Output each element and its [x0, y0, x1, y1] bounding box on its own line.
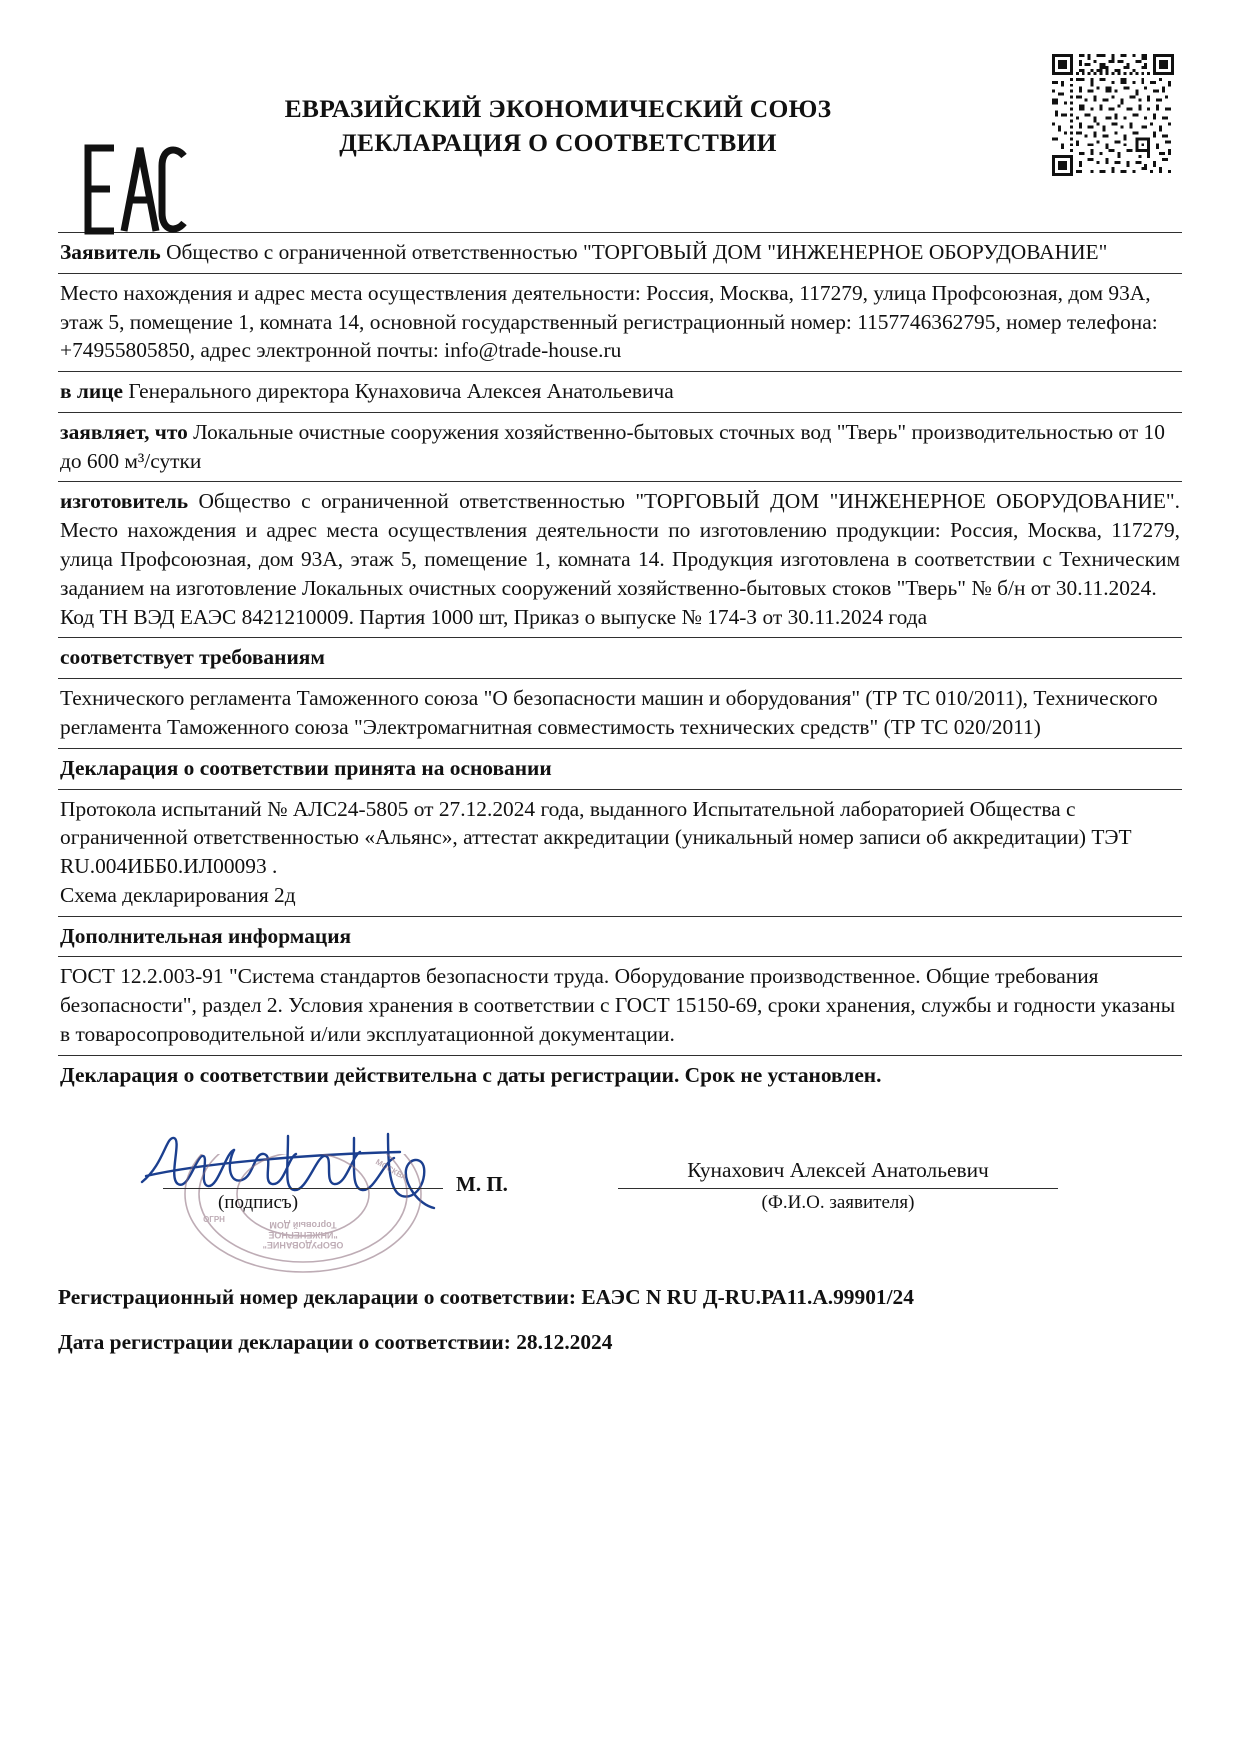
signature-caption: (подписъ) [218, 1191, 299, 1213]
svg-text:ОГРН: ОГРН [203, 1214, 225, 1224]
stamp-place-label: М. П. [456, 1171, 508, 1196]
section-conformity-label [58, 637, 1182, 678]
section-additional-label [58, 916, 1182, 957]
represented-label: в лице [60, 379, 124, 404]
signatory-rule [618, 1188, 1058, 1189]
basis-value: Протокола испытаний № АЛС24-5805 от 27.12.2024 года, выданного Испытательной лабораторией Общества с ограниченной ответственностью «Альянс», аттестат аккредитации (уникальный номер записи об аккредитации) ТЭТ RU.004ИББ0.ИЛ00093 . [60, 796, 1132, 879]
applicant-label: Заявитель [60, 240, 161, 264]
qr-code-icon [1052, 54, 1174, 176]
registration-number-label: Регистрационный номер декларации о соответствии: [58, 1284, 577, 1309]
manufacturer-label: изготовитель [60, 489, 189, 514]
additional-label: Дополнительная информация [60, 923, 352, 948]
section-applicant [58, 232, 1182, 273]
declares-label: заявляет, что [60, 419, 188, 444]
section-basis-value [58, 789, 1182, 916]
signatory-caption: (Ф.И.О. заявителя) [761, 1191, 915, 1213]
manufacturer-value: Общество с ограниченной ответственностью "ТОРГОВЫЙ ДОМ "ИНЖЕНЕРНОЕ ОБОРУДОВАНИЕ". Место нахождения и адрес места осуществления деятельности по изготовлению продукции: Россия, Москва, 117279, улица Профсоюзная, дом 93А, этаж 5, помещение 1, комната 14. Продукция изготовлена в соответствии с Техническим заданием на изготовление Локальных очистных сооружений хозяйственно-бытовых стоков "Тверь" № б/н от 30.11.2024. [60, 489, 1180, 600]
page-title [178, 92, 938, 160]
svg-text:МОСКВА: МОСКВА [373, 1156, 409, 1182]
basis-scheme: Схема декларирования 2д [60, 882, 296, 907]
registration-number-value: ЕАЭС N RU Д-RU.РА11.А.99901/24 [581, 1284, 914, 1309]
svg-text:"ИНЖЕНЕРНОЕ: "ИНЖЕНЕРНОЕ [268, 1229, 338, 1240]
declares-value: Локальные очистные сооружения хозяйственно-бытовых сточных вод "Тверь" производительностью от 10 до 600 м³/сутки [60, 419, 1165, 473]
registration-number-row [58, 1284, 1182, 1312]
title-line-1: ЕВРАЗИЙСКИЙ ЭКОНОМИЧЕСКИЙ СОЮЗ [284, 94, 832, 123]
section-basis-label [58, 748, 1182, 789]
manufacturer-tn-ved: Код ТН ВЭД ЕАЭС 8421210009. Партия 1000 шт, Приказ о выпуске № 174-З от 30.11.2024 года [60, 604, 928, 629]
section-applicant-address [58, 273, 1182, 371]
signature-area [58, 1096, 1182, 1274]
section-manufacturer [58, 481, 1182, 637]
registration-date-value: 28.12.2024 [516, 1330, 613, 1355]
applicant-address: Место нахождения и адрес места осуществления деятельности: Россия, Москва, 117279, улица Профсоюзная, дом 93А, этаж 5, помещение 1, комната 14, основной государственный регистрационный номер: 1157746362795, номер телефона: +74955805850, адрес электронной почты: info@trade-house.ru [60, 280, 1158, 363]
applicant-value: Общество с ограниченной ответственностью "ТОРГОВЫЙ ДОМ "ИНЖЕНЕРНОЕ ОБОРУДОВАНИЕ" [160, 240, 1108, 264]
title-line-2: ДЕКЛАРАЦИЯ О СООТВЕТСТВИИ [339, 127, 777, 157]
svg-text:ОБОРУДОВАНИЕ": ОБОРУДОВАНИЕ" [262, 1239, 344, 1250]
represented-value: Генерального директора Кунаховича Алексея Анатольевича [123, 379, 674, 404]
document-header [58, 42, 1182, 232]
section-represented-by [58, 371, 1182, 412]
section-declares [58, 412, 1182, 482]
basis-label: Декларация о соответствии принята на основании [60, 755, 552, 780]
section-conformity-value [58, 678, 1182, 748]
eac-mark-icon [80, 142, 190, 237]
company-stamp-icon [178, 1154, 428, 1279]
registration-date-label: Дата регистрации декларации о соответствии: [58, 1330, 511, 1355]
signatory-name: Кунахович Алексей Анатольевич [687, 1157, 989, 1182]
registration-block [58, 1284, 1182, 1358]
conformity-label: соответствует требованиям [60, 645, 325, 670]
conformity-value: Технического регламента Таможенного союза "О безопасности машин и оборудования" (ТР ТС 010/2011), Технического регламента Таможенного союза "Электромагнитная совместимость технических средств" (ТР ТС 020/2011) [60, 686, 1158, 739]
signature-rule [163, 1188, 443, 1189]
section-additional-value [58, 956, 1182, 1054]
section-validity [58, 1055, 1182, 1096]
registration-date-row [58, 1329, 1182, 1357]
additional-value: ГОСТ 12.2.003-91 "Система стандартов безопасности труда. Оборудование производственное. Общие требования безопасности", раздел 2. Условия хранения в соответствии с ГОСТ 15150-69, сроки хранения, службы и годности указаны в товаросопроводительной и/или эксплуатационной документации. [60, 964, 1176, 1046]
svg-text:Торговый ДОМ: Торговый ДОМ [269, 1219, 337, 1230]
validity-text: Декларация о соответствии действительна с даты регистрации. Срок не установлен. [60, 1062, 882, 1087]
document-body [58, 42, 1182, 1375]
